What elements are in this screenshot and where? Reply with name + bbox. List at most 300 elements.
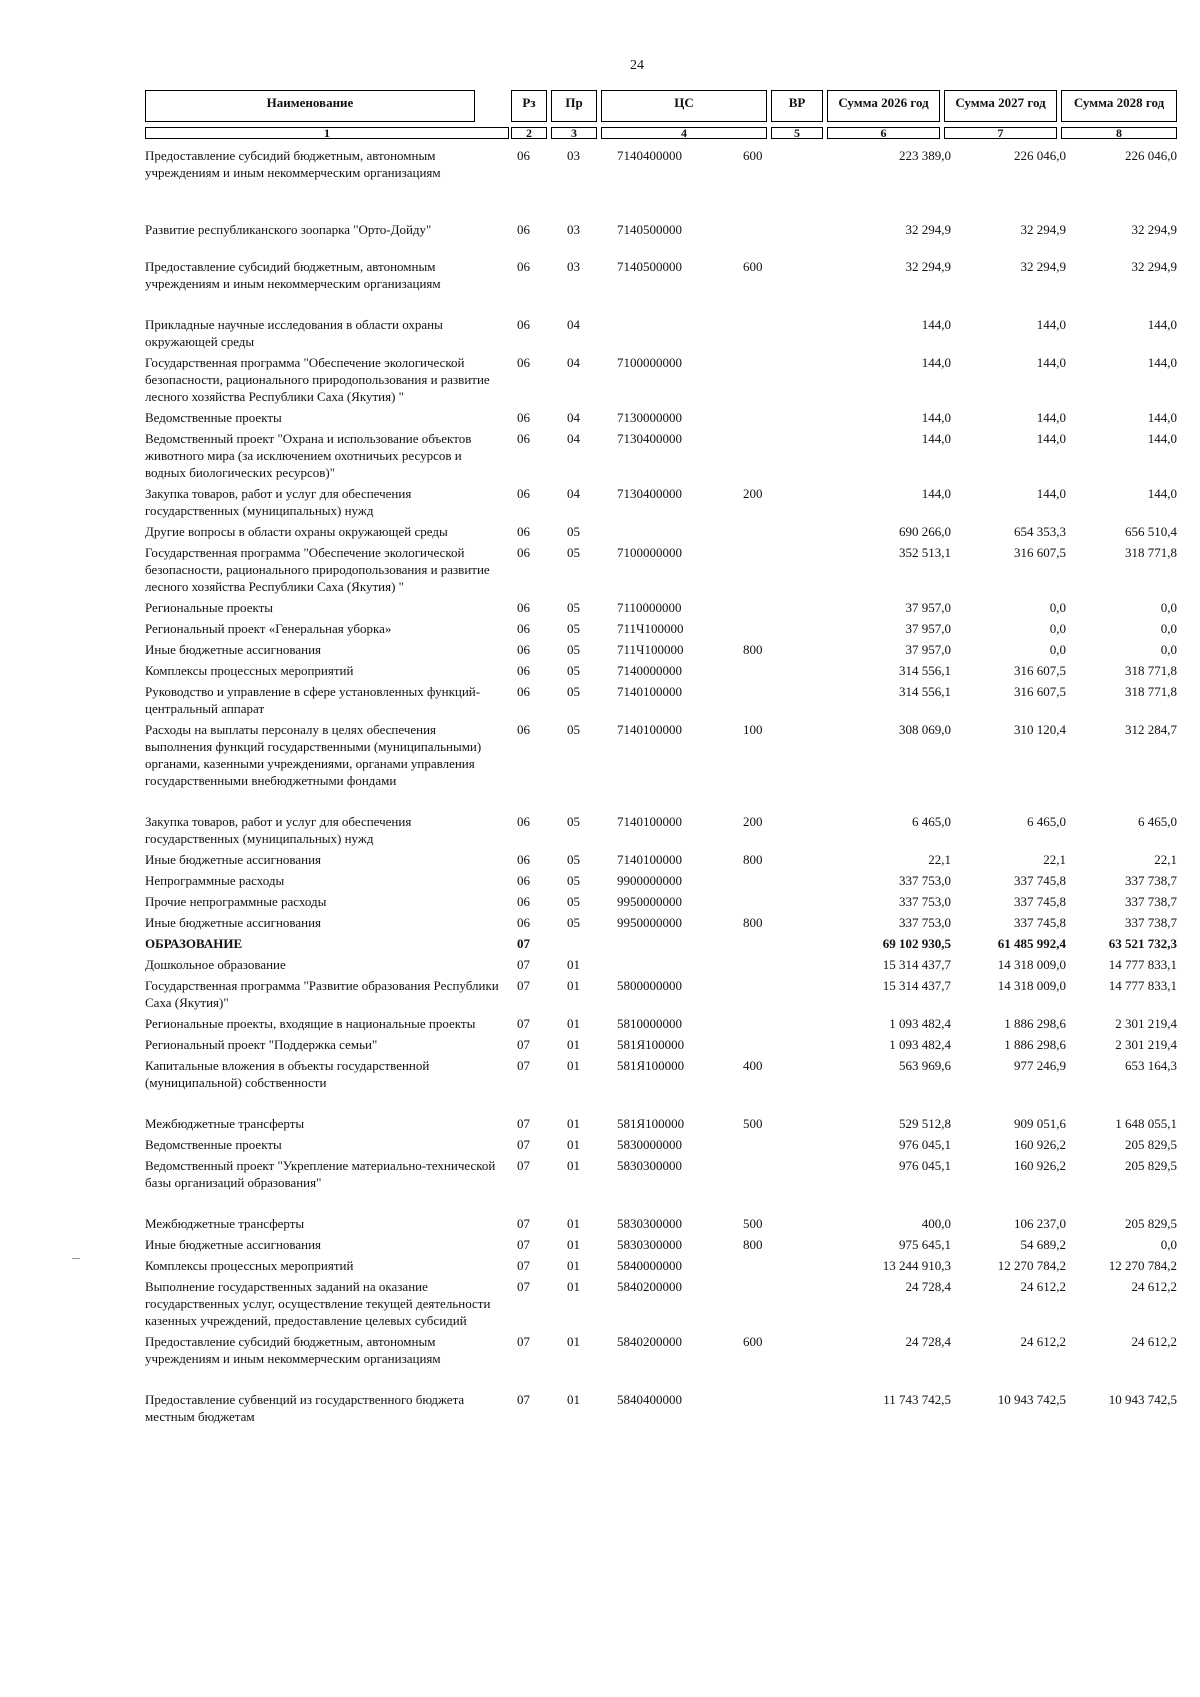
row-sum-2026: 352 513,1 — [899, 545, 951, 560]
table-row — [145, 1215, 1177, 1236]
row-cs: 9950000000 — [617, 894, 682, 909]
row-sum-2028: 205 829,5 — [1125, 1158, 1177, 1173]
row-rz: 06 — [517, 317, 530, 332]
table-row — [145, 409, 1177, 430]
table-row — [145, 1015, 1177, 1036]
header-sum-2028: Сумма 2028 год — [1061, 90, 1177, 122]
row-sum-2027: 106 237,0 — [1014, 1216, 1066, 1231]
row-rz: 06 — [517, 621, 530, 636]
row-sum-2027: 0,0 — [1049, 600, 1066, 615]
row-rz: 06 — [517, 915, 530, 930]
table-row — [145, 430, 1177, 485]
row-pr: 01 — [567, 1016, 580, 1031]
row-sum-2028: 653 164,3 — [1125, 1058, 1177, 1073]
row-cs: 7140100000 — [617, 852, 682, 867]
row-sum-2028: 22,1 — [1154, 852, 1177, 867]
row-rz: 06 — [517, 642, 530, 657]
row-cs: 7130000000 — [617, 410, 682, 425]
row-pr: 01 — [567, 1137, 580, 1152]
row-sum-2027: 54 689,2 — [1020, 1237, 1066, 1252]
row-rz: 06 — [517, 722, 530, 737]
table-row — [145, 662, 1177, 683]
row-pr: 01 — [567, 957, 580, 972]
row-sum-2028: 205 829,5 — [1125, 1137, 1177, 1152]
row-sum-2028: 0,0 — [1160, 1237, 1177, 1252]
row-name: Иные бюджетные ассигнования — [145, 852, 322, 867]
row-sum-2026: 314 556,1 — [899, 663, 951, 678]
row-sum-2026: 32 294,9 — [905, 259, 951, 274]
row-sum-2028: 318 771,8 — [1125, 684, 1177, 699]
row-rz: 07 — [517, 1392, 530, 1407]
row-pr: 04 — [567, 486, 580, 501]
row-sum-2028: 144,0 — [1147, 431, 1177, 446]
row-sum-2027: 0,0 — [1049, 642, 1066, 657]
table-row — [145, 683, 1177, 721]
row-sum-2028: 10 943 742,5 — [1108, 1392, 1177, 1407]
row-sum-2026: 6 465,0 — [912, 814, 951, 829]
row-cs: 5830300000 — [617, 1237, 682, 1252]
row-sum-2026: 15 314 437,7 — [882, 957, 951, 972]
row-cs: 5840200000 — [617, 1334, 682, 1349]
row-name: Прочие непрограммные расходы — [145, 894, 327, 909]
row-vr: 500 — [743, 1116, 763, 1131]
row-sum-2028: 144,0 — [1147, 410, 1177, 425]
table-row — [145, 221, 1177, 258]
row-name: Региональные проекты, входящие в национальные проекты — [145, 1016, 476, 1031]
row-cs: 7140400000 — [617, 148, 682, 163]
row-cs: 9950000000 — [617, 915, 682, 930]
row-pr: 03 — [567, 259, 580, 274]
table-row — [145, 147, 1177, 221]
row-sum-2026: 37 957,0 — [905, 600, 951, 615]
row-pr: 05 — [567, 600, 580, 615]
header-num-2: 2 — [511, 127, 547, 139]
row-sum-2026: 563 969,6 — [899, 1058, 951, 1073]
table-row — [145, 721, 1177, 813]
row-name: Региональные проекты — [145, 600, 274, 615]
table-row — [145, 893, 1177, 914]
table-header — [145, 90, 1177, 140]
row-sum-2028: 2 301 219,4 — [1115, 1037, 1177, 1052]
row-sum-2027: 12 270 784,2 — [997, 1258, 1066, 1273]
row-cs: 7140100000 — [617, 722, 682, 737]
row-cs: 5840400000 — [617, 1392, 682, 1407]
row-pr: 05 — [567, 663, 580, 678]
row-rz: 06 — [517, 148, 530, 163]
row-pr: 01 — [567, 1279, 580, 1294]
row-cs: 7140000000 — [617, 663, 682, 678]
table-row — [145, 354, 1177, 409]
row-name: Предоставление субсидий бюджетным, автономным учреждениям и иным некоммерческим организациям — [145, 1334, 441, 1366]
row-sum-2026: 13 244 910,3 — [882, 1258, 951, 1273]
row-vr: 600 — [743, 148, 763, 163]
table-row — [145, 1391, 1177, 1429]
row-name: Комплексы процессных мероприятий — [145, 1258, 354, 1273]
row-rz: 06 — [517, 222, 530, 237]
table-row — [145, 851, 1177, 872]
row-rz: 07 — [517, 1279, 530, 1294]
row-pr: 05 — [567, 545, 580, 560]
row-pr: 05 — [567, 524, 580, 539]
header-rz: Рз — [511, 90, 547, 122]
row-cs: 5840000000 — [617, 1258, 682, 1273]
row-cs: 7100000000 — [617, 545, 682, 560]
row-sum-2026: 144,0 — [921, 431, 951, 446]
table-row — [145, 485, 1177, 523]
row-sum-2026: 144,0 — [921, 317, 951, 332]
row-sum-2028: 337 738,7 — [1125, 873, 1177, 888]
row-sum-2027: 10 943 742,5 — [997, 1392, 1066, 1407]
row-sum-2026: 24 728,4 — [905, 1334, 951, 1349]
row-rz: 06 — [517, 814, 530, 829]
row-vr: 200 — [743, 486, 763, 501]
row-cs: 5830000000 — [617, 1137, 682, 1152]
header-sum-2027: Сумма 2027 год — [944, 90, 1057, 122]
row-pr: 01 — [567, 1237, 580, 1252]
table-row — [145, 523, 1177, 544]
row-cs: 581Я100000 — [617, 1116, 685, 1131]
header-num-7: 7 — [944, 127, 1057, 139]
row-sum-2027: 24 612,2 — [1020, 1279, 1066, 1294]
row-rz: 07 — [517, 1037, 530, 1052]
row-sum-2028: 2 301 219,4 — [1115, 1016, 1177, 1031]
row-sum-2026: 37 957,0 — [905, 642, 951, 657]
row-sum-2028: 6 465,0 — [1138, 814, 1177, 829]
row-name: Предоставление субсидий бюджетным, автономным учреждениям и иным некоммерческим организациям — [145, 259, 441, 291]
row-rz: 07 — [517, 936, 530, 951]
row-name: Непрограммные расходы — [145, 873, 285, 888]
row-sum-2027: 32 294,9 — [1020, 222, 1066, 237]
row-name: Региональный проект "Поддержка семьи" — [145, 1037, 378, 1052]
header-pr: Пр — [551, 90, 597, 122]
row-rz: 06 — [517, 259, 530, 274]
row-sum-2026: 144,0 — [921, 410, 951, 425]
row-sum-2026: 223 389,0 — [899, 148, 951, 163]
row-vr: 600 — [743, 259, 763, 274]
row-cs: 5800000000 — [617, 978, 682, 993]
row-pr: 05 — [567, 684, 580, 699]
row-sum-2027: 6 465,0 — [1027, 814, 1066, 829]
table-row — [145, 935, 1177, 956]
row-sum-2026: 690 266,0 — [899, 524, 951, 539]
row-sum-2026: 314 556,1 — [899, 684, 951, 699]
row-sum-2026: 15 314 437,7 — [882, 978, 951, 993]
row-name: Иные бюджетные ассигнования — [145, 1237, 322, 1252]
row-cs: 581Я100000 — [617, 1058, 685, 1073]
row-sum-2028: 32 294,9 — [1131, 222, 1177, 237]
table-row — [145, 914, 1177, 935]
row-vr: 200 — [743, 814, 763, 829]
row-pr: 01 — [567, 978, 580, 993]
row-pr: 04 — [567, 431, 580, 446]
page-number: 24 — [630, 58, 644, 73]
table-row — [145, 641, 1177, 662]
row-sum-2027: 337 745,8 — [1014, 894, 1066, 909]
row-vr: 800 — [743, 915, 763, 930]
row-sum-2028: 226 046,0 — [1125, 148, 1177, 163]
row-sum-2027: 337 745,8 — [1014, 873, 1066, 888]
header-num-4: 4 — [601, 127, 767, 139]
row-sum-2027: 32 294,9 — [1020, 259, 1066, 274]
row-pr: 01 — [567, 1216, 580, 1231]
row-rz: 07 — [517, 1258, 530, 1273]
row-name: Региональный проект «Генеральная уборка» — [145, 621, 392, 636]
row-sum-2027: 1 886 298,6 — [1004, 1016, 1066, 1031]
table-row — [145, 599, 1177, 620]
row-pr: 01 — [567, 1334, 580, 1349]
row-vr: 600 — [743, 1334, 763, 1349]
row-name: Прикладные научные исследования в области охраны окружающей среды — [145, 317, 443, 349]
row-sum-2026: 337 753,0 — [899, 894, 951, 909]
header-num-8: 8 — [1061, 127, 1177, 139]
row-sum-2028: 337 738,7 — [1125, 915, 1177, 930]
row-name: Ведомственный проект "Укрепление материально-технической базы организаций образования" — [145, 1158, 496, 1190]
row-sum-2027: 144,0 — [1036, 486, 1066, 501]
row-pr: 01 — [567, 1158, 580, 1173]
row-sum-2027: 144,0 — [1036, 317, 1066, 332]
row-cs: 711Ч100000 — [617, 642, 684, 657]
row-cs: 9900000000 — [617, 873, 682, 888]
row-sum-2026: 975 645,1 — [899, 1237, 951, 1252]
row-sum-2027: 144,0 — [1036, 355, 1066, 370]
row-sum-2028: 205 829,5 — [1125, 1216, 1177, 1231]
row-sum-2026: 144,0 — [921, 355, 951, 370]
table-row — [145, 1278, 1177, 1333]
row-cs: 7110000000 — [617, 600, 682, 615]
row-cs: 5830300000 — [617, 1158, 682, 1173]
row-rz: 06 — [517, 873, 530, 888]
row-sum-2027: 144,0 — [1036, 431, 1066, 446]
table-row — [145, 1236, 1177, 1257]
row-pr: 05 — [567, 621, 580, 636]
row-name: Другие вопросы в области охраны окружающей среды — [145, 524, 448, 539]
table-row — [145, 872, 1177, 893]
row-sum-2027: 0,0 — [1049, 621, 1066, 636]
row-pr: 05 — [567, 873, 580, 888]
table-row — [145, 316, 1177, 354]
row-sum-2028: 312 284,7 — [1125, 722, 1177, 737]
row-sum-2028: 1 648 055,1 — [1115, 1116, 1177, 1131]
row-rz: 07 — [517, 1058, 530, 1073]
row-pr: 05 — [567, 722, 580, 737]
row-sum-2028: 144,0 — [1147, 355, 1177, 370]
row-sum-2026: 400,0 — [921, 1216, 951, 1231]
table-row — [145, 1157, 1177, 1215]
table-row — [145, 1115, 1177, 1136]
row-pr: 01 — [567, 1037, 580, 1052]
row-name: Межбюджетные трансферты — [145, 1216, 305, 1231]
row-sum-2027: 316 607,5 — [1014, 684, 1066, 699]
header-num-3: 3 — [551, 127, 597, 139]
row-rz: 06 — [517, 894, 530, 909]
row-sum-2028: 0,0 — [1160, 621, 1177, 636]
table-row — [145, 1333, 1177, 1391]
table-row — [145, 1036, 1177, 1057]
row-sum-2026: 976 045,1 — [899, 1137, 951, 1152]
row-rz: 06 — [517, 600, 530, 615]
margin-mark — [72, 1258, 80, 1259]
row-sum-2026: 308 069,0 — [899, 722, 951, 737]
row-vr: 800 — [743, 852, 763, 867]
row-sum-2027: 160 926,2 — [1014, 1137, 1066, 1152]
row-cs: 7140100000 — [617, 684, 682, 699]
row-name: Государственная программа "Обеспечение экологической безопасности, рационального природопользования и развитие лесного хозяйства Республики Саха (Якутия) " — [145, 355, 490, 404]
row-sum-2027: 24 612,2 — [1020, 1334, 1066, 1349]
row-cs: 581Я100000 — [617, 1037, 685, 1052]
row-rz: 07 — [517, 1116, 530, 1131]
row-sum-2026: 22,1 — [928, 852, 951, 867]
header-num-6: 6 — [827, 127, 940, 139]
row-sum-2028: 12 270 784,2 — [1108, 1258, 1177, 1273]
row-pr: 05 — [567, 852, 580, 867]
row-pr: 05 — [567, 814, 580, 829]
row-sum-2027: 316 607,5 — [1014, 663, 1066, 678]
row-sum-2026: 32 294,9 — [905, 222, 951, 237]
row-rz: 07 — [517, 1016, 530, 1031]
row-rz: 07 — [517, 1158, 530, 1173]
row-sum-2027: 977 246,9 — [1014, 1058, 1066, 1073]
row-rz: 06 — [517, 852, 530, 867]
row-pr: 04 — [567, 410, 580, 425]
row-vr: 800 — [743, 642, 763, 657]
row-rz: 06 — [517, 486, 530, 501]
row-pr: 01 — [567, 1392, 580, 1407]
header-name: Наименование — [145, 90, 475, 122]
row-name: Государственная программа "Обеспечение экологической безопасности, рационального природопользования и развитие лесного хозяйства Республики Саха (Якутия) " — [145, 545, 490, 594]
table-row — [145, 544, 1177, 599]
row-sum-2026: 11 743 742,5 — [883, 1392, 951, 1407]
row-cs: 5810000000 — [617, 1016, 682, 1031]
row-cs: 711Ч100000 — [617, 621, 684, 636]
row-sum-2027: 22,1 — [1043, 852, 1066, 867]
row-rz: 07 — [517, 1216, 530, 1231]
row-sum-2026: 144,0 — [921, 486, 951, 501]
row-name: Государственная программа "Развитие образования Республики Саха (Якутия)" — [145, 978, 499, 1010]
row-pr: 04 — [567, 355, 580, 370]
row-pr: 05 — [567, 915, 580, 930]
row-name: Капитальные вложения в объекты государственной (муниципальной) собственности — [145, 1058, 430, 1090]
row-cs: 7100000000 — [617, 355, 682, 370]
table-row — [145, 1057, 1177, 1115]
row-sum-2027: 14 318 009,0 — [997, 957, 1066, 972]
row-pr: 03 — [567, 148, 580, 163]
row-sum-2028: 318 771,8 — [1125, 545, 1177, 560]
row-rz: 07 — [517, 978, 530, 993]
row-sum-2027: 226 046,0 — [1014, 148, 1066, 163]
header-num-5: 5 — [771, 127, 823, 139]
row-vr: 500 — [743, 1216, 763, 1231]
row-sum-2028: 337 738,7 — [1125, 894, 1177, 909]
row-pr: 04 — [567, 317, 580, 332]
header-cs: ЦС — [601, 90, 767, 122]
row-sum-2027: 1 886 298,6 — [1004, 1037, 1066, 1052]
row-cs: 5840200000 — [617, 1279, 682, 1294]
row-name: Выполнение государственных заданий на оказание государственных услуг, осуществление текущей деятельности казенных учреждений, предоставление целевых субсидий — [145, 1279, 491, 1328]
row-name: Закупка товаров, работ и услуг для обеспечения государственных (муниципальных) нужд — [145, 814, 412, 846]
row-sum-2027: 909 051,6 — [1014, 1116, 1066, 1131]
row-pr: 05 — [567, 642, 580, 657]
row-sum-2028: 24 612,2 — [1131, 1279, 1177, 1294]
row-name: Дошкольное образование — [145, 957, 286, 972]
row-sum-2028: 63 521 732,3 — [1108, 936, 1177, 951]
row-sum-2028: 144,0 — [1147, 486, 1177, 501]
row-name: Ведомственные проекты — [145, 1137, 282, 1152]
row-sum-2028: 318 771,8 — [1125, 663, 1177, 678]
row-name: Развитие республиканского зоопарка "Орто-Дойду" — [145, 222, 432, 237]
row-name: Руководство и управление в сфере установленных функций-центральный аппарат — [145, 684, 481, 716]
row-sum-2026: 1 093 482,4 — [889, 1037, 951, 1052]
row-name: Закупка товаров, работ и услуг для обеспечения государственных (муниципальных) нужд — [145, 486, 412, 518]
table-row — [145, 258, 1177, 316]
row-sum-2027: 654 353,3 — [1014, 524, 1066, 539]
row-pr: 01 — [567, 1058, 580, 1073]
row-sum-2028: 0,0 — [1160, 600, 1177, 615]
row-name: Иные бюджетные ассигнования — [145, 642, 322, 657]
row-name: Ведомственный проект "Охрана и использование объектов животного мира (за исключением охотничьих ресурсов и водных биологических ресурсов)" — [145, 431, 472, 480]
row-pr: 03 — [567, 222, 580, 237]
row-sum-2028: 144,0 — [1147, 317, 1177, 332]
row-pr: 05 — [567, 894, 580, 909]
table-row — [145, 813, 1177, 851]
row-name: Комплексы процессных мероприятий — [145, 663, 354, 678]
row-name: Предоставление субсидий бюджетным, автономным учреждениям и иным некоммерческим организациям — [145, 148, 441, 180]
row-rz: 06 — [517, 410, 530, 425]
table-row — [145, 1257, 1177, 1278]
row-sum-2028: 0,0 — [1160, 642, 1177, 657]
row-cs: 7140500000 — [617, 222, 682, 237]
row-rz: 07 — [517, 1334, 530, 1349]
row-rz: 06 — [517, 524, 530, 539]
row-name: Ведомственные проекты — [145, 410, 282, 425]
row-rz: 07 — [517, 1137, 530, 1152]
row-sum-2028: 656 510,4 — [1125, 524, 1177, 539]
row-sum-2028: 24 612,2 — [1131, 1334, 1177, 1349]
row-cs: 7130400000 — [617, 431, 682, 446]
row-sum-2027: 337 745,8 — [1014, 915, 1066, 930]
row-pr: 01 — [567, 1258, 580, 1273]
row-rz: 06 — [517, 663, 530, 678]
row-cs: 7140500000 — [617, 259, 682, 274]
table-body — [145, 147, 1177, 1429]
row-rz: 07 — [517, 1237, 530, 1252]
row-sum-2026: 24 728,4 — [905, 1279, 951, 1294]
header-vr: ВР — [771, 90, 823, 122]
row-rz: 06 — [517, 684, 530, 699]
row-sum-2026: 69 102 930,5 — [882, 936, 951, 951]
row-vr: 800 — [743, 1237, 763, 1252]
table-row — [145, 620, 1177, 641]
row-sum-2027: 144,0 — [1036, 410, 1066, 425]
row-sum-2027: 14 318 009,0 — [997, 978, 1066, 993]
row-rz: 06 — [517, 355, 530, 370]
row-name: Межбюджетные трансферты — [145, 1116, 305, 1131]
header-sum-2026: Сумма 2026 год — [827, 90, 940, 122]
row-sum-2027: 310 120,4 — [1014, 722, 1066, 737]
row-sum-2026: 337 753,0 — [899, 915, 951, 930]
row-sum-2026: 37 957,0 — [905, 621, 951, 636]
row-sum-2028: 32 294,9 — [1131, 259, 1177, 274]
row-rz: 06 — [517, 545, 530, 560]
row-name: Иные бюджетные ассигнования — [145, 915, 322, 930]
row-vr: 400 — [743, 1058, 763, 1073]
table-row — [145, 1136, 1177, 1157]
row-vr: 100 — [743, 722, 763, 737]
row-name: Расходы на выплаты персоналу в целях обеспечения выполнения функций государственными (муниципальными) органами, казенными учреждениями, органами управления государственными внебюджетными фондами — [145, 722, 482, 788]
row-sum-2028: 14 777 833,1 — [1108, 978, 1177, 993]
row-sum-2027: 316 607,5 — [1014, 545, 1066, 560]
row-sum-2026: 529 512,8 — [899, 1116, 951, 1131]
row-cs: 7130400000 — [617, 486, 682, 501]
